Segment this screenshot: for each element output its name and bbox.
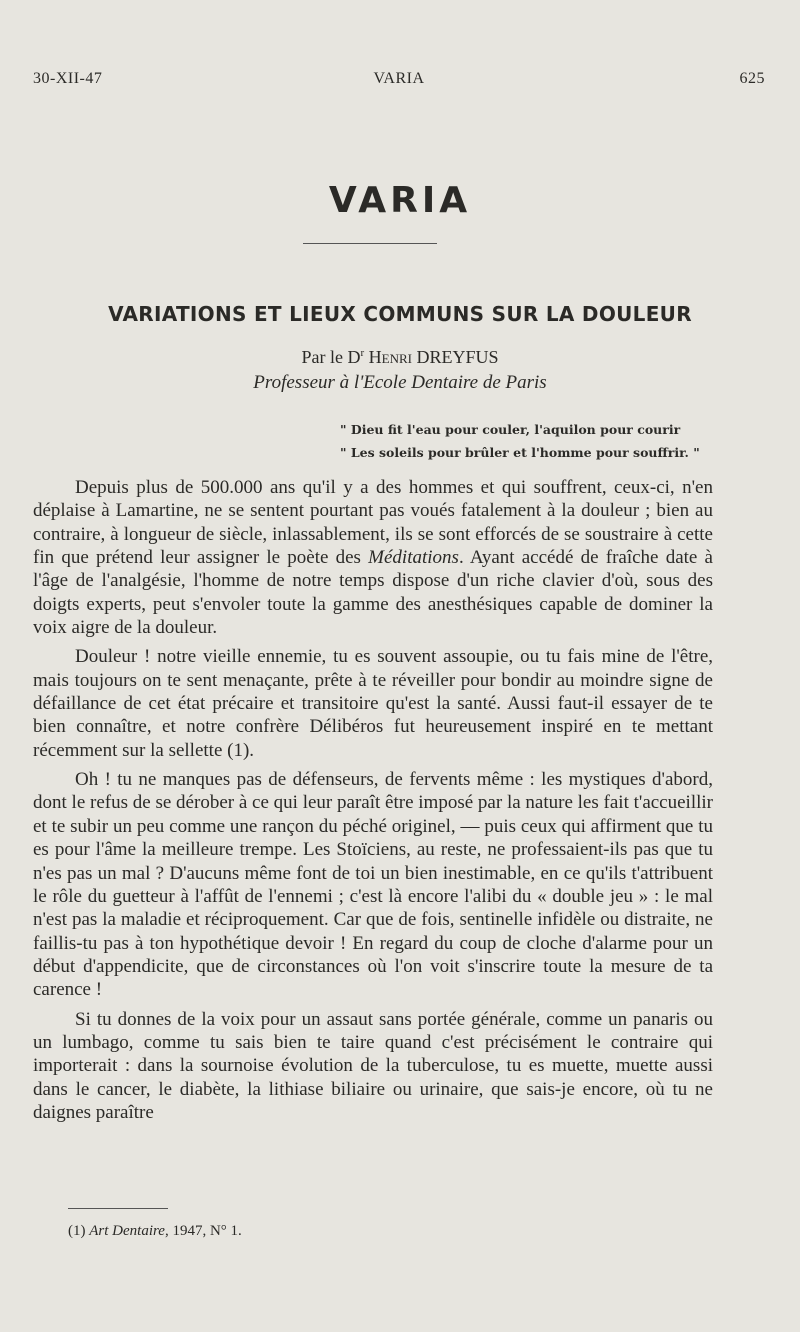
running-section: VARIA	[373, 70, 425, 87]
author-affiliation: Professeur à l'Ecole Dentaire de Paris	[253, 372, 547, 393]
footnote	[68, 1223, 242, 1240]
title-divider	[303, 243, 437, 244]
paragraph	[33, 476, 713, 639]
byline	[0, 347, 800, 368]
footnote-journal: Art Dentaire	[89, 1223, 165, 1239]
page-number: 625	[739, 70, 765, 87]
author-first-name: Henri	[368, 347, 412, 367]
italic-title: Méditations	[368, 547, 459, 569]
article-body	[33, 476, 713, 1130]
epigraph	[340, 418, 780, 464]
article-title: VARIATIONS ET LIEUX COMMUNS SUR LA DOULEUR	[108, 302, 692, 326]
byline-prefix: Par le D	[301, 347, 361, 367]
author-last-name: DREYFUS	[416, 347, 499, 367]
footnote-divider	[68, 1208, 168, 1209]
paragraph: Douleur ! notre vieille ennemie, tu es souvent assoupie, ou tu fais mine de l'être, mais toujours on te sent menaçante, prête à te réveiller pour bondir au moindre signe de défaillance de cet état précaire et transitoire qu'est la santé. Aussi faut-il essayer de te bien connaître, et notre confrère Délibéros fut heureusement inspiré en te mettant récemment sur la sellette (1).	[33, 646, 713, 761]
footnote-text: , 1947, N° 1.	[164, 1223, 242, 1239]
footnote-marker: (1)	[68, 1223, 86, 1239]
paragraph: Si tu donnes de la voix pour un assaut sans portée générale, comme un panaris ou un lumbago, comme tu sais bien te taire quand c'est précisément le contraire qui importerait : dans la sournoise évolution de la tuberculose, tu es muette, muette aussi dans le cancer, le diabète, la lithiase biliaire ou urinaire, que sais-je encore, où tu ne daignes paraître	[33, 1008, 713, 1123]
epigraph-line: " Les soleils pour brûler et l'homme pour souffrir. "	[340, 445, 700, 460]
running-head	[33, 70, 765, 94]
paragraph: Oh ! tu ne manques pas de défenseurs, de fervents même : les mystiques d'abord, dont le refus de se dérober à ce qui leur paraît être imposé par la nature les fait t'accueillir et te subir un peu comme une rançon du péché originel, — puis ceux qui affirment que tu es pour l'âme la meilleure trempe. Les Stoïciens, au reste, ne professaient-ils pas que tu n'es pas un mal ? D'aucuns même font de toi un bien inestimable, en ce qu'ils t'attribuent le rôle du guetteur à l'affût de l'ennemi ; c'est là encore l'alibi du « double jeu » : le mal n'est pas la maladie et réciproquement. Car que de fois, sentinelle infidèle ou distraite, ne faillis-tu pas à ton hypothétique devoir ! En regard du coup de cloche d'alarme pour un début d'appendicite, que de circonstances où l'on voit s'inscrire toute la mesure de ta carence !	[33, 769, 713, 1001]
paragraph-text: Depuis plus de 500.000 ans qu'il y a des hommes et qui souffrent, ceux-ci, n'en déplaise à Lamartine, ne se sentent pourtant pas voués fatalement à la douleur ; bien au contraire, à longueur de siècle, inlassablement, ils se sont efforcés de se soustraire à cette fin que prétend leur assigner le poète des	[33, 477, 713, 569]
byline-superscript: r	[360, 347, 365, 359]
section-title: VARIA	[328, 180, 472, 221]
issue-date: 30-XII-47	[33, 70, 103, 87]
paragraph-text: . Ayant accédé de fraîche date à l'âge de l'analgésie, l'homme de notre temps dispose d'un riche clavier d'où, sous des doigts experts, peut s'envoler toute la gamme des anesthésiques capable de dominer la voix aigre de la douleur.	[33, 547, 713, 639]
epigraph-line: " Dieu fit l'eau pour couler, l'aquilon pour courir	[340, 422, 681, 437]
